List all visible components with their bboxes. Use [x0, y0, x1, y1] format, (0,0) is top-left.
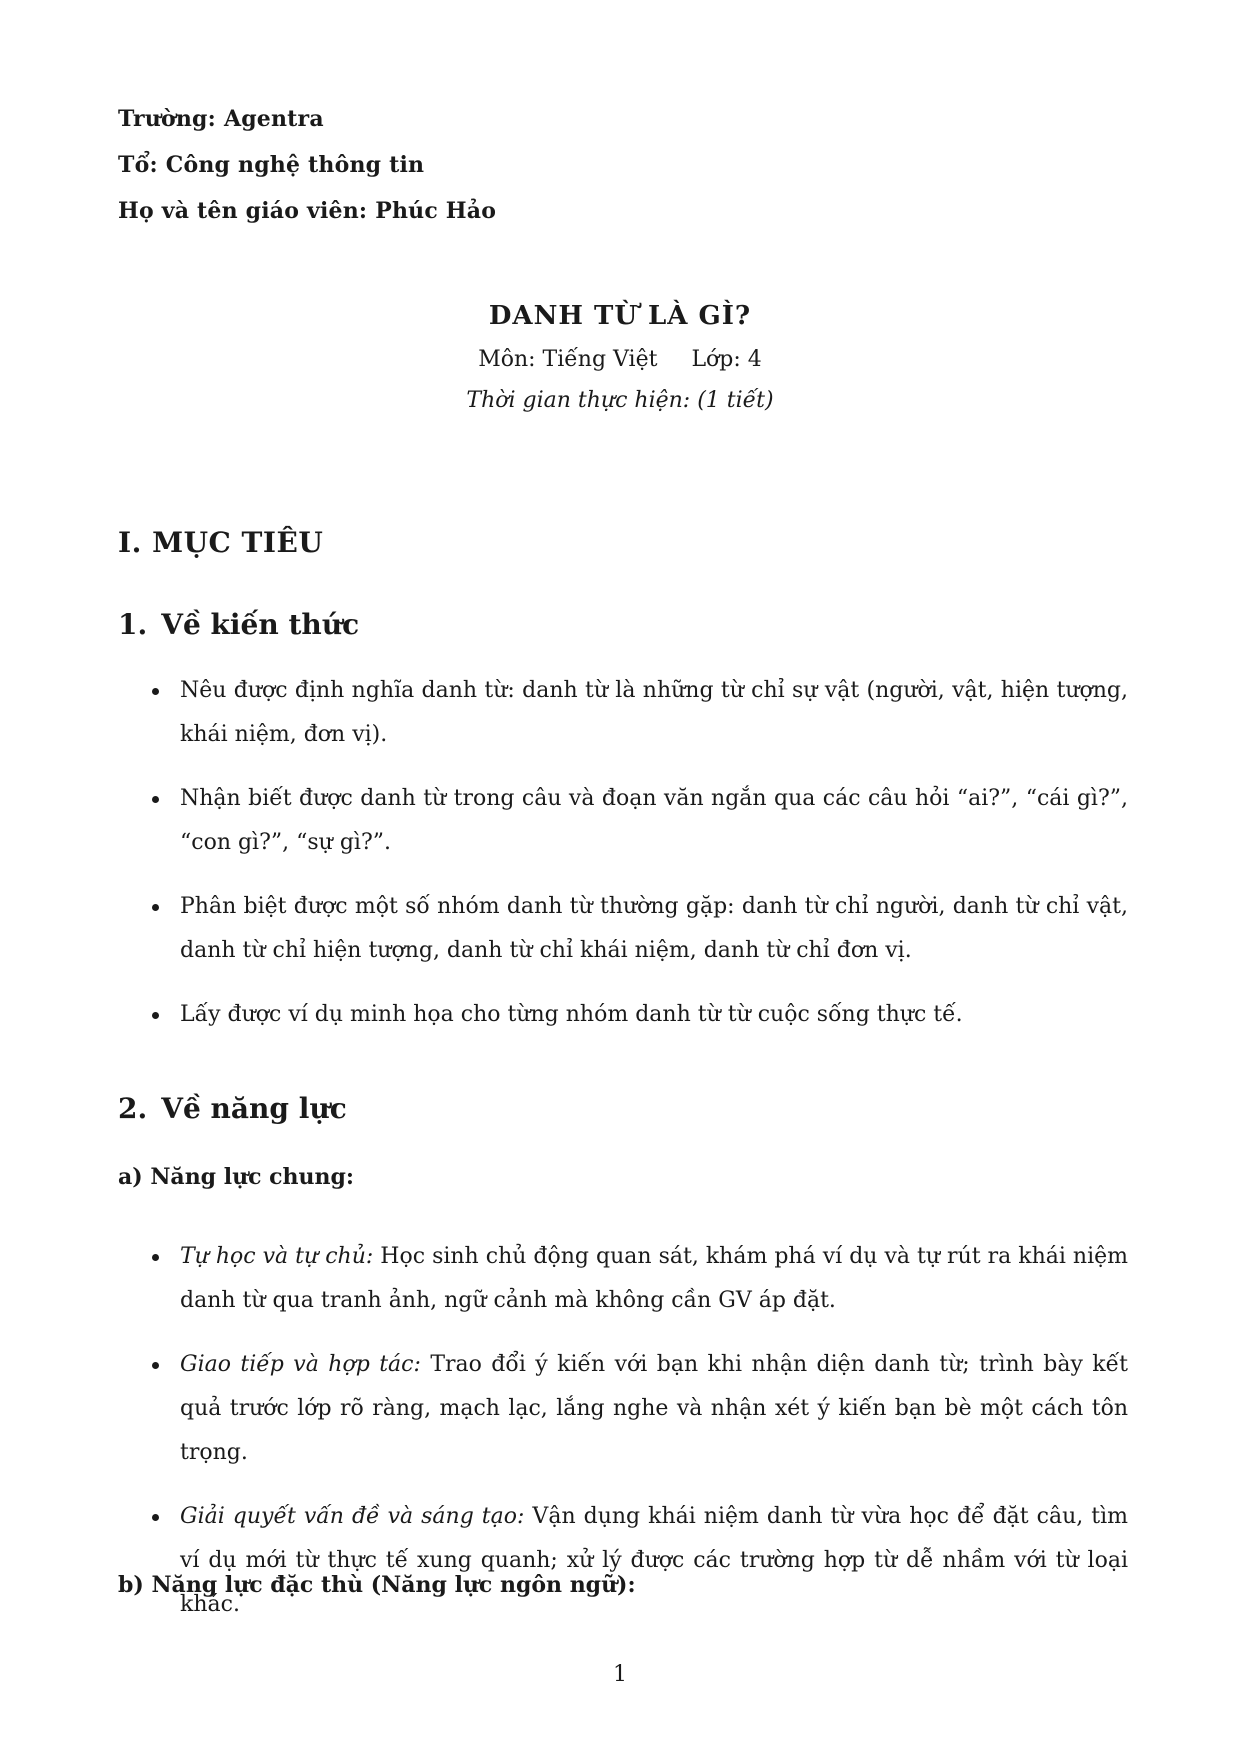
knowledge-list: [118, 669, 1128, 1037]
list-item-lead: Tự học và tự chủ:: [180, 1244, 374, 1269]
list-item-lead: Giải quyết vấn đề và sáng tạo:: [180, 1504, 525, 1529]
list-item-text: Nhận biết được danh từ trong câu và đoạn văn ngắn qua các câu hỏi “ai?”, “cái gì?”, “con gì?”, “sự gì?”.: [180, 786, 1128, 855]
knowledge-title: Về kiến thức: [161, 608, 360, 641]
list-item: [118, 1343, 1128, 1475]
grade-text: Lớp: 4: [691, 347, 762, 372]
bullet-icon: [152, 1514, 159, 1521]
list-item-text: Trao đổi ý kiến với bạn khi nhận diện danh từ; trình bày kết quả trước lớp rõ ràng, mạch lạc, lắng nghe và nhận xét ý kiến bạn bè một cách tôn trọng.: [180, 1352, 1128, 1465]
bullet-icon: [152, 904, 159, 911]
competence-number: 2.: [118, 1092, 148, 1125]
list-item: [118, 1495, 1128, 1627]
page-number: 1: [613, 1662, 627, 1687]
list-item-text: Nêu được định nghĩa danh từ: danh từ là những từ chỉ sự vật (người, vật, hiện tượng, khái niệm, đơn vị).: [180, 678, 1128, 747]
department-line: [118, 152, 424, 178]
list-item-text: Lấy được ví dụ minh họa cho từng nhóm danh từ từ cuộc sống thực tế.: [180, 1002, 963, 1027]
bullet-icon: [152, 688, 159, 695]
general-competence-list: [118, 1235, 1128, 1627]
knowledge-heading: [118, 608, 359, 641]
school-label: Trường:: [118, 106, 216, 132]
page-title: DANH TỪ LÀ GÌ?: [488, 301, 752, 331]
list-item: [118, 777, 1128, 865]
bullet-icon: [152, 796, 159, 803]
list-item: [118, 885, 1128, 973]
general-competence-heading: a) Năng lực chung:: [118, 1164, 355, 1190]
section-objectives-heading: I. MỤC TIÊU: [118, 526, 324, 559]
bullet-icon: [152, 1362, 159, 1369]
teacher-line: [118, 198, 496, 224]
school-value: Agentra: [223, 106, 324, 132]
list-item-lead: Giao tiếp và hợp tác:: [180, 1352, 421, 1377]
duration-text: Thời gian thực hiện: (1 tiết): [466, 388, 774, 413]
list-item-text: Học sinh chủ động quan sát, khám phá ví dụ và tự rút ra khái niệm danh từ qua tranh ảnh, ngữ cảnh mà không cần GV áp đặt.: [180, 1244, 1128, 1313]
subject-grade-line: [0, 338, 1240, 382]
bullet-icon: [152, 1012, 159, 1019]
list-item: [118, 1235, 1128, 1323]
title-block: [0, 296, 1240, 420]
teacher-label: Họ và tên giáo viên:: [118, 198, 368, 224]
teacher-value: Phúc Hảo: [375, 198, 497, 224]
specific-competence-heading: b) Năng lực đặc thù (Năng lực ngôn ngữ):: [118, 1572, 636, 1598]
list-item-text: Phân biệt được một số nhóm danh từ thường gặp: danh từ chỉ người, danh từ chỉ vật, danh từ chỉ hiện tượng, danh từ chỉ khái niệm, danh từ chỉ đơn vị.: [180, 894, 1128, 963]
department-value: Công nghệ thông tin: [165, 152, 425, 178]
competence-title: Về năng lực: [161, 1092, 347, 1125]
department-label: Tổ:: [118, 152, 158, 178]
bullet-icon: [152, 1254, 159, 1261]
list-item-text: Vận dụng khái niệm danh từ vừa học để đặt câu, tìm ví dụ mới từ thực tế xung quanh; xử lý được các trường hợp từ dễ nhầm với từ loại khác.: [180, 1504, 1128, 1617]
knowledge-number: 1.: [118, 608, 148, 641]
school-line: [118, 106, 324, 132]
list-item: [118, 669, 1128, 757]
subject-text: Môn: Tiếng Việt: [478, 347, 658, 372]
competence-heading: [118, 1092, 347, 1125]
list-item: [118, 993, 1128, 1037]
